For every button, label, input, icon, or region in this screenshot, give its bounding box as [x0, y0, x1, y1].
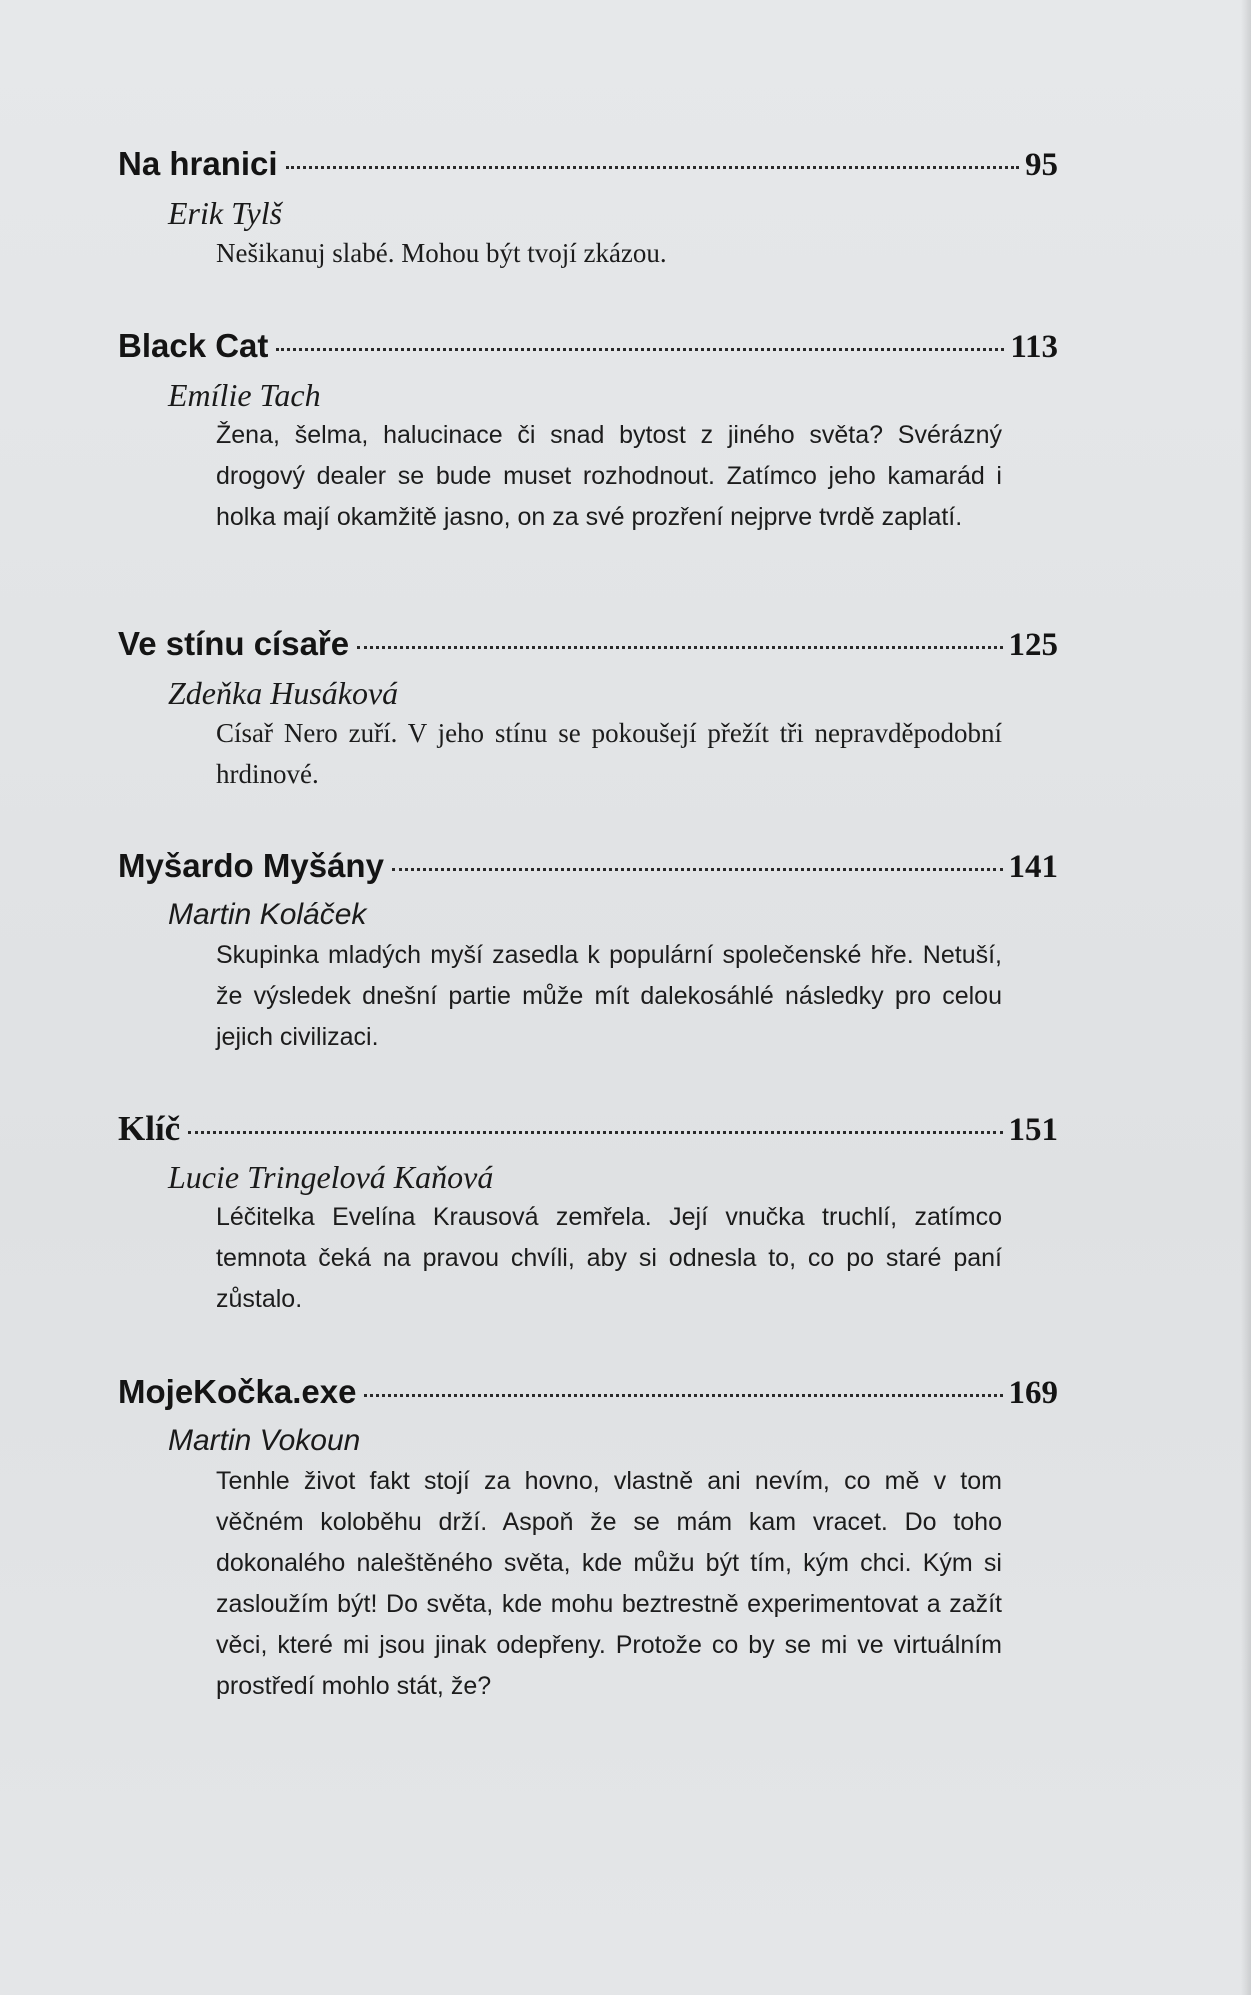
toc-entry-heading — [118, 625, 1058, 671]
toc-entry-heading — [118, 327, 1058, 373]
story-author: Zdeňka Husáková — [168, 675, 399, 711]
story-author: Martin Vokoun — [168, 1424, 361, 1457]
story-title: Myšardo Myšány — [118, 847, 384, 884]
toc-entry-heading — [118, 1373, 1058, 1419]
page-edge-shadow — [1241, 0, 1251, 1995]
toc-entry-heading — [118, 145, 1058, 191]
dot-leader — [286, 166, 1019, 169]
toc-entry — [118, 1109, 1058, 1320]
story-description: Žena, šelma, halucinace či snad bytost z jiného světa? Svérázný drogový dealer se bude muset rozhodnout. Zatímco jeho kamarád i holka mají okamžitě jasno, on za své prozření nejprve tvrdě zaplatí. — [216, 421, 1002, 531]
page-number: 95 — [1025, 147, 1058, 183]
page-number: 113 — [1010, 329, 1058, 365]
story-description: Skupinka mladých myší zasedla k populární společenské hře. Netuší, že výsledek dnešní partie může mít dalekosáhlé následky pro celou jejich civilizaci. — [216, 941, 1002, 1051]
dot-leader — [364, 1394, 1002, 1397]
story-title: Klíč — [118, 1109, 181, 1148]
story-title: Black Cat — [118, 327, 269, 364]
toc-entry-heading — [118, 1109, 1058, 1155]
page-number: 125 — [1008, 627, 1058, 663]
story-title: Na hranici — [118, 145, 278, 182]
toc-entry — [118, 1373, 1058, 1707]
page-number: 141 — [1008, 849, 1058, 885]
story-description: Císař Nero zuří. V jeho stínu se pokoušejí přežít tři nepravděpodobní hrdinové. — [216, 718, 1002, 789]
story-author: Martin Koláček — [168, 898, 367, 931]
dot-leader — [188, 1131, 1002, 1134]
toc-entry — [118, 327, 1058, 538]
toc-entry — [118, 625, 1058, 795]
dot-leader — [392, 868, 1003, 871]
story-author: Lucie Tringelová Kaňová — [168, 1159, 494, 1195]
story-author: Erik Tylš — [168, 195, 283, 231]
page-number: 169 — [1008, 1375, 1058, 1411]
story-description: Nešikanuj slabé. Mohou být tvojí zkázou. — [216, 238, 667, 268]
toc-entry — [118, 847, 1058, 1058]
toc-entry-heading — [118, 847, 1058, 893]
page-number: 151 — [1008, 1112, 1058, 1148]
story-title: MojeKočka.exe — [118, 1373, 357, 1410]
dot-leader — [276, 348, 1004, 351]
toc-entry — [118, 145, 1058, 274]
story-description: Léčitelka Evelína Krausová zemřela. Její vnučka truchlí, zatímco temnota čeká na pravou chvíli, aby si odnesla to, co po staré paní zůstalo. — [216, 1203, 1002, 1313]
story-title: Ve stínu císaře — [118, 625, 350, 662]
dot-leader — [357, 646, 1002, 649]
story-description: Tenhle život fakt stojí za hovno, vlastně ani nevím, co mě v tom věčném koloběhu drží. Aspoň že se mám kam vracet. Do toho dokonalého naleštěného světa, kde můžu být tím, kým chci. Kým si zasloužím být! Do světa, kde mohu beztrestně experimentovat a zažít věci, které mi jsou jinak odepřeny. Protože co by se mi ve virtuálním prostředí mohlo stát, že? — [216, 1467, 1002, 1700]
story-author: Emílie Tach — [168, 377, 321, 413]
